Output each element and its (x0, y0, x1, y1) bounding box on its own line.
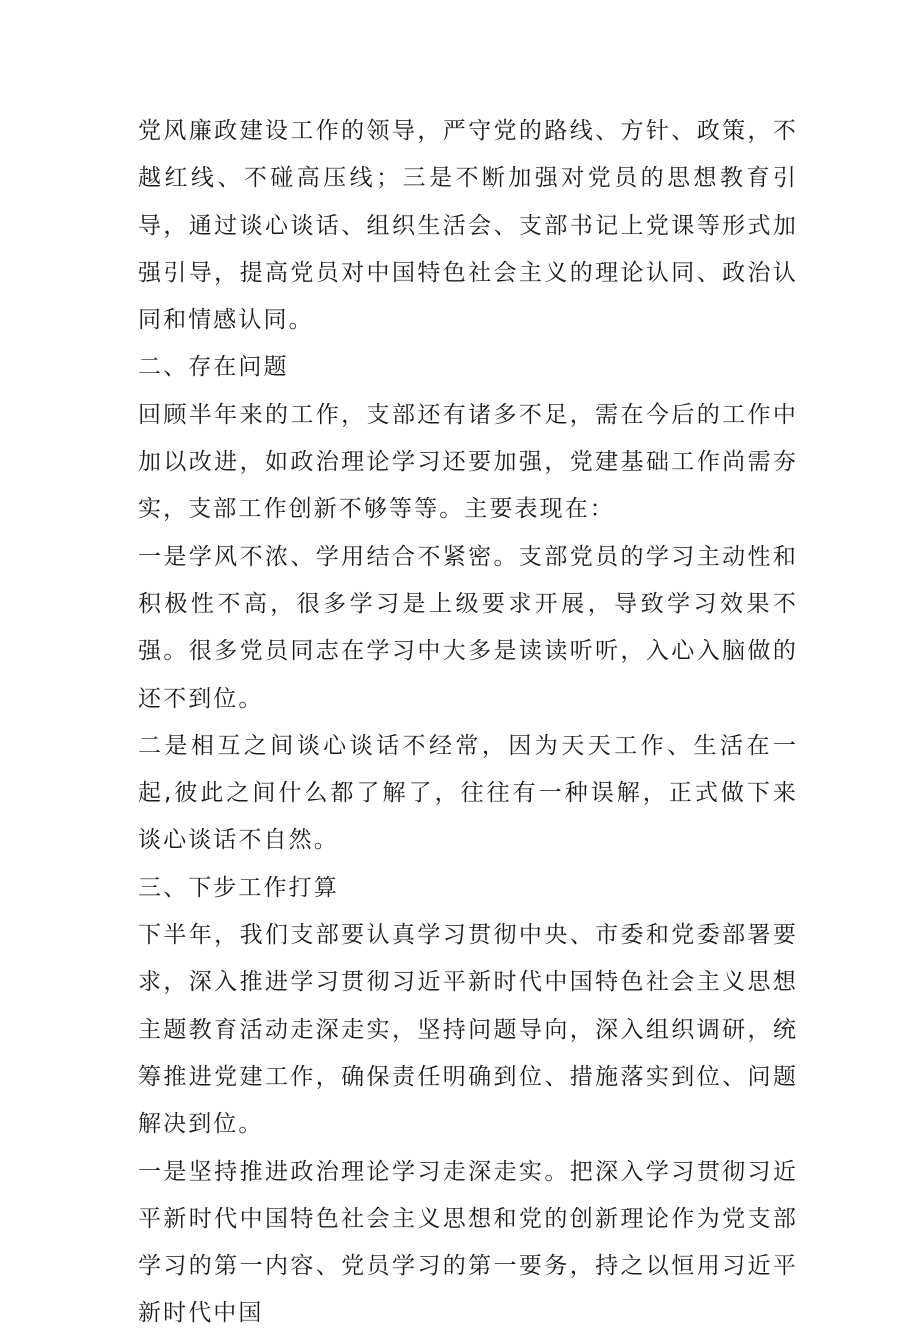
paragraph-party-conduct: 党风廉政建设工作的领导，严守党的路线、方针、政策，不越红线、不碰高压线；三是不断加强对党员的思想教育引导，通过谈心谈话、组织生活会、支部书记上党课等形式加强引导，提高党员对中国特色社会主义的理论认同、政治认同和情感认同。 (138, 118, 798, 334)
paragraph-review: 回顾半年来的工作，支部还有诸多不足，需在今后的工作中加以改进，如政治理论学习还要加强，党建基础工作尚需夯实，支部工作创新不够等等。主要表现在： (138, 401, 798, 523)
section-heading-next-steps: 三、下步工作打算 (138, 874, 339, 901)
paragraph-heart-talks: 二是相互之间谈心谈话不经常，因为天天工作、生活在一起,彼此之间什么都了解了，往往有一种误解，正式做下来谈心谈话不自然。 (138, 732, 798, 854)
document-body (138, 108, 798, 1338)
paragraph-study-style: 一是学风不浓、学用结合不紧密。支部党员的学习主动性和积极性不高，很多学习是上级要求开展，导致学习效果不强。很多党员同志在学习中大多是读读听听，入心入脑做的还不到位。 (138, 543, 798, 712)
paragraph-political-theory: 一是坚持推进政治理论学习走深走实。把深入学习贯彻习近平新时代中国特色社会主义思想和党的创新理论作为党支部学习的第一内容、党员学习的第一要务，持之以恒用习近平新时代中国 (138, 1158, 798, 1327)
paragraph-second-half-plan: 下半年，我们支部要认真学习贯彻中央、市委和党委部署要求，深入推进学习贯彻习近平新时代中国特色社会主义思想主题教育活动走深走实，坚持问题导向，深入组织调研，统筹推进党建工作，确保责任明确到位、措施落实到位、问题解决到位。 (138, 922, 798, 1138)
section-heading-problems: 二、存在问题 (138, 354, 289, 381)
